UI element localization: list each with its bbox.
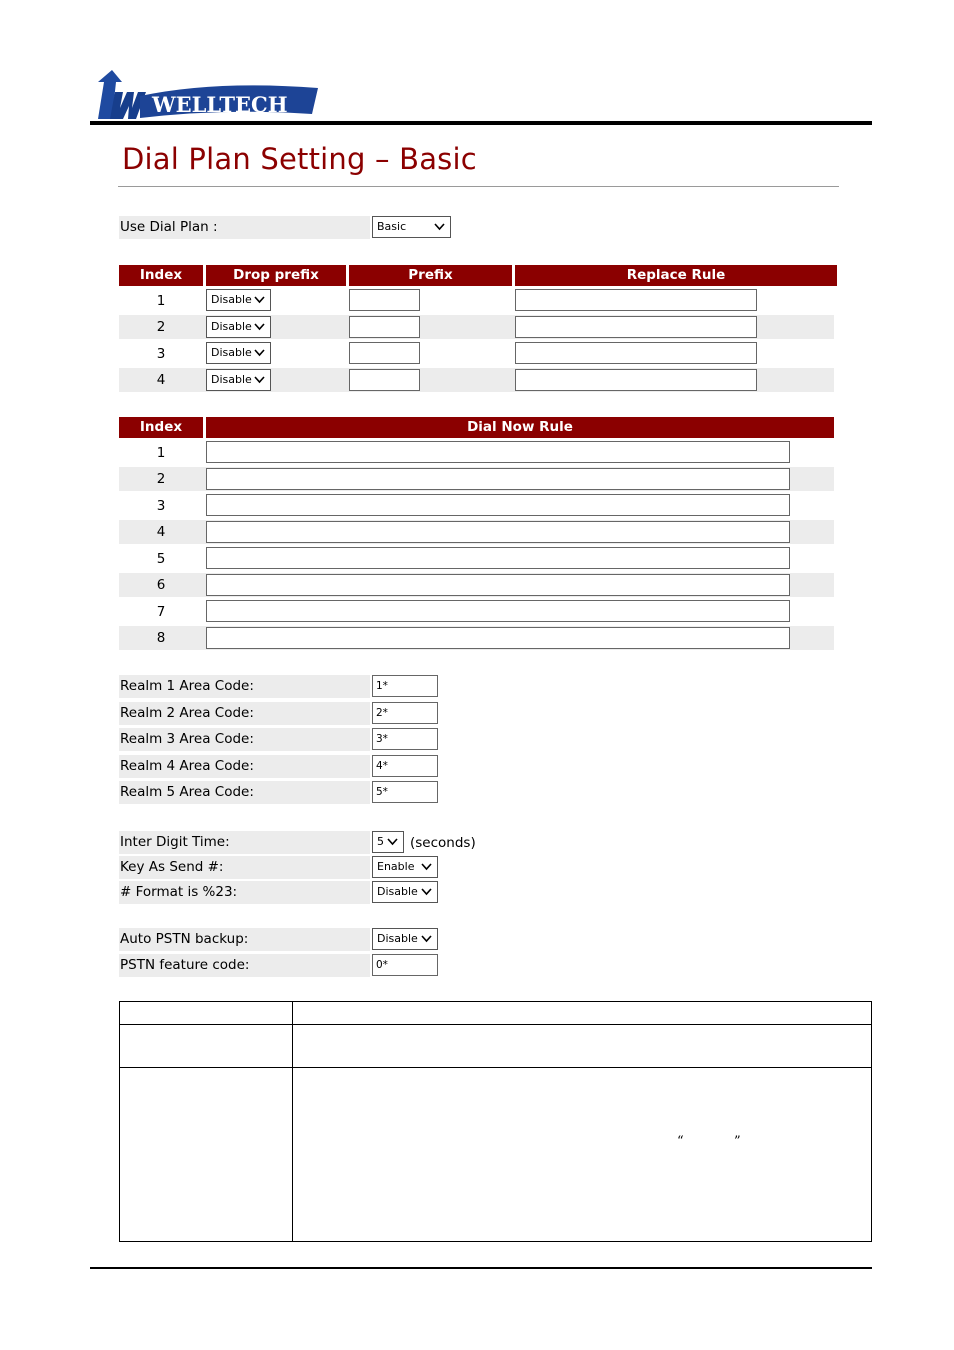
realm-1-input[interactable]: 1*: [372, 675, 438, 697]
row-index: 6: [156, 577, 166, 593]
title-divider: [118, 186, 839, 187]
row-index: 3: [156, 498, 166, 514]
auto-pstn-backup-select[interactable]: [372, 928, 438, 950]
chevron-down-icon: [421, 862, 432, 871]
row-index: 3: [156, 346, 166, 362]
chevron-down-icon: [254, 375, 265, 384]
page-title: Dial Plan Setting – Basic: [122, 142, 477, 176]
col-header-replace-rule: Replace Rule: [515, 265, 837, 286]
row-index: 2: [156, 319, 166, 335]
dial-now-rule-input-2[interactable]: [206, 468, 790, 490]
dial-now-rule-input-4[interactable]: [206, 521, 790, 543]
use-dial-plan-label: Use Dial Plan :: [119, 216, 370, 239]
open-quote: “: [677, 1134, 684, 1149]
realm-5-label: Realm 5 Area Code:: [119, 781, 370, 804]
format-23-label: # Format is %23:: [119, 881, 370, 904]
format-23-select[interactable]: [372, 881, 438, 903]
prefix-input-2[interactable]: [349, 316, 420, 338]
dial-now-rule-input-1[interactable]: [206, 441, 790, 463]
drop-prefix-select-3[interactable]: [206, 342, 271, 364]
row-index: 7: [156, 604, 166, 620]
dial-now-rule-input-3[interactable]: [206, 494, 790, 516]
realm-2-input[interactable]: 2*: [372, 702, 438, 724]
auto-pstn-backup-value: Disable: [377, 932, 418, 945]
use-dial-plan-select[interactable]: [372, 216, 451, 238]
chevron-down-icon: [254, 322, 265, 331]
dial-now-rule-input-7[interactable]: [206, 600, 790, 622]
realm-3-label: Realm 3 Area Code:: [119, 728, 370, 751]
replace-rule-input-1[interactable]: [515, 289, 757, 311]
use-dial-plan-value: Basic: [377, 220, 407, 233]
replace-rule-input-2[interactable]: [515, 316, 757, 338]
chevron-down-icon: [421, 887, 432, 896]
realm-2-label: Realm 2 Area Code:: [119, 702, 370, 725]
auto-pstn-backup-label: Auto PSTN backup:: [119, 928, 370, 951]
pstn-feature-code-input[interactable]: 0*: [372, 954, 438, 976]
chevron-down-icon: [434, 222, 445, 231]
table-row-divider: [120, 1067, 871, 1068]
inter-digit-time-select[interactable]: [372, 831, 404, 853]
key-as-send-select[interactable]: [372, 856, 438, 878]
row-index: 5: [156, 551, 166, 567]
row-index: 4: [156, 372, 166, 388]
key-as-send-value: Enable: [377, 860, 415, 873]
drop-prefix-select-2[interactable]: [206, 316, 271, 338]
prefix-input-4[interactable]: [349, 369, 420, 391]
col-header-drop-prefix: Drop prefix: [206, 265, 346, 286]
realm-4-input[interactable]: 4*: [372, 755, 438, 777]
key-as-send-label: Key As Send #:: [119, 856, 370, 879]
realm-1-label: Realm 1 Area Code:: [119, 675, 370, 698]
row-index: 8: [156, 630, 166, 646]
inter-digit-time-label: Inter Digit Time:: [119, 831, 370, 854]
prefix-input-3[interactable]: [349, 342, 420, 364]
row-index: 4: [156, 524, 166, 540]
dial-now-rule-input-5[interactable]: [206, 547, 790, 569]
description-table: [119, 1001, 872, 1242]
chevron-down-icon: [421, 934, 432, 943]
drop-prefix-value: Disable: [211, 320, 252, 333]
col-header-dial-now-rule: Dial Now Rule: [206, 417, 834, 438]
chevron-down-icon: [387, 837, 398, 846]
drop-prefix-value: Disable: [211, 373, 252, 386]
drop-prefix-select-4[interactable]: [206, 369, 271, 391]
col-header-index: Index: [119, 265, 203, 286]
chevron-down-icon: [254, 348, 265, 357]
drop-prefix-value: Disable: [211, 346, 252, 359]
row-index: 1: [156, 293, 166, 309]
logo-text: WELLTECH: [152, 92, 288, 117]
replace-rule-input-3[interactable]: [515, 342, 757, 364]
drop-prefix-select-1[interactable]: [206, 289, 271, 311]
realm-3-input[interactable]: 3*: [372, 728, 438, 750]
chevron-down-icon: [254, 295, 265, 304]
prefix-input-1[interactable]: [349, 289, 420, 311]
col-header-prefix: Prefix: [349, 265, 512, 286]
format-23-value: Disable: [377, 885, 418, 898]
seconds-unit-label: (seconds): [410, 835, 476, 851]
realm-5-input[interactable]: 5*: [372, 781, 438, 803]
table-row-divider: [120, 1024, 871, 1025]
dial-now-rule-input-6[interactable]: [206, 574, 790, 596]
close-quote: ”: [734, 1134, 741, 1149]
pstn-feature-code-label: PSTN feature code:: [119, 954, 370, 977]
drop-prefix-value: Disable: [211, 293, 252, 306]
inter-digit-time-value: 5: [377, 835, 384, 848]
replace-rule-input-4[interactable]: [515, 369, 757, 391]
dial-now-rule-input-8[interactable]: [206, 627, 790, 649]
table-column-divider: [292, 1002, 293, 1241]
col-header-index: Index: [119, 417, 203, 438]
realm-4-label: Realm 4 Area Code:: [119, 755, 370, 778]
header-rule: [90, 121, 872, 125]
row-index: 2: [156, 471, 166, 487]
row-index: 1: [156, 445, 166, 461]
welltech-logo: [96, 68, 321, 122]
footer-rule: [90, 1267, 872, 1269]
